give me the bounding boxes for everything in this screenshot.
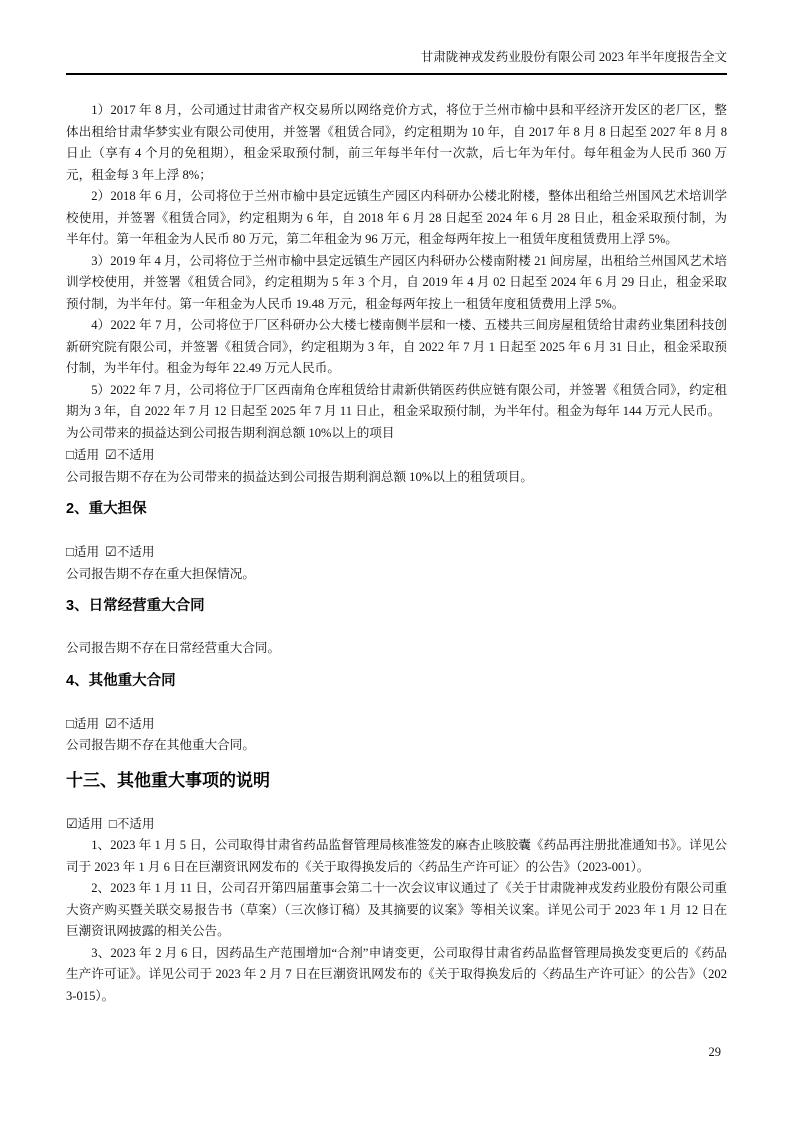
page-number: 29 xyxy=(708,1045,721,1059)
section-note-guarantee: 公司报告期不存在重大担保情况。 xyxy=(66,566,255,581)
matter-paragraph-1: 1、2023 年 1 月 5 日，公司取得甘肃省药品监督管理局核准签发的麻杏止咳胶囊《药品再注册批准通知书》。详见公司于 2023 年 1 月 6 日在巨潮资讯网发布的《关于取得换发后的〈药品生产许可证〉的公告》（2023-001）。 xyxy=(66,838,727,874)
applicable-label: 适用 xyxy=(73,545,100,559)
checkbox-checked-icon: ☑ xyxy=(66,815,78,831)
checkbox-unchecked-icon: □ xyxy=(66,715,74,731)
page-content xyxy=(66,75,727,1007)
report-title: 甘肃陇神戎发药业股份有限公司 2023 年半年度报告全文 xyxy=(420,50,727,64)
profit-threshold-note: 公司报告期不存在为公司带来的损益达到公司报告期利润总额 10%以上的租赁项目。 xyxy=(66,469,534,484)
checkbox-checked-icon: ☑ xyxy=(105,715,117,731)
lease-paragraph-2: 2）2018 年 6 月，公司将位于兰州市榆中县定远镇生产园区内科研办公楼北附楼，整体出租给兰州国风艺术培训学校使用，并签署《租赁合同》，约定租期为 6 年，自 2018 年 6 月 28 日起至 2024 年 6 月 28 日止，租金采取预付制，为半年付。第一年租金为人民币 80 万元，第二年租金为 96 万元，租金每两年按上一租赁年度租赁费用上浮 5%。 xyxy=(66,189,727,246)
section-heading-other-major-matters: 十三、其他重大事项的说明 xyxy=(66,770,270,790)
applicability-row xyxy=(66,541,727,564)
section-heading-daily-contracts: 3、日常经营重大合同 xyxy=(66,598,205,614)
matter-paragraph-3: 3、2023 年 2 月 6 日，因药品生产范围增加“合剂”申请变更，公司取得甘肃省药品监督管理局换发变更后的《药品生产许可证》。详见公司于 2023 年 2 月 7 日在巨潮资讯网发布的《关于取得换发后的〈药品生产许可证〉的公告》（2023-015）。 xyxy=(66,945,727,1003)
section-heading-other-contracts: 4、其他重大合同 xyxy=(66,672,176,689)
matter-paragraph-2: 2、2023 年 1 月 11 日，公司召开第四届董事会第二十一次会议审议通过了《关于甘肃陇神戎发药业股份有限公司重大资产购买暨关联交易报告书（草案）（三次修订稿）及其摘要的议案》等相关议案。详见公司于 2023 年 1 月 12 日在巨潮资讯网披露的相关公告。 xyxy=(66,881,727,938)
section-heading-guarantee: 2、重大担保 xyxy=(66,501,147,517)
lease-paragraph-1: 1）2017 年 8 月，公司通过甘肃省产权交易所以网络竞价方式，将位于兰州市榆中县和平经济开发区的老厂区，整体出租给甘肃华梦实业有限公司使用，并签署《租赁合同》，约定租期为 10 年，自 2017 年 8 月 8 日起至 2027 年 8 月 8 日止（享有 4 个月的免租期），租金采取预付制，前三年每半年付一次款，后七年为年付。每年租金为人民币 360 万元，租金每 3 年上浮 8%； xyxy=(66,103,727,182)
not-applicable-label: 不适用 xyxy=(116,545,155,559)
applicable-label: 适用 xyxy=(73,448,100,462)
lease-paragraph-5: 5）2022 年 7 月，公司将位于厂区西南角仓库租赁给甘肃新供销医药供应链有限公司，并签署《租赁合同》，约定租期为 3 年，自 2022 年 7 月 12 日起至 2025 年 7 月 11 日止，租金采取预付制，为半年付。租金为每年 144 万元人民币。 xyxy=(66,382,727,418)
checkbox-checked-icon: ☑ xyxy=(105,544,117,559)
profit-threshold-title: 为公司带来的损益达到公司报告期利润总额 10%以上的项目 xyxy=(66,425,395,440)
section-note-daily-contracts: 公司报告期不存在日常经营重大合同。 xyxy=(66,641,281,655)
checkbox-checked-icon: ☑ xyxy=(105,447,117,462)
not-applicable-label: 不适用 xyxy=(116,448,155,462)
page-header xyxy=(66,0,727,75)
lease-paragraph-4: 4）2022 年 7 月，公司将位于厂区科研办公大楼七楼南侧半层和一楼、五楼共三间房屋租赁给甘肃药业集团科技创新研究院有限公司，并签署《租赁合同》，约定租期为 3 年，自 2022 年 7 月 1 日起至 2025 年 6 月 31 日止，租金采取预付制，为半年付。租金为每年 22.49 万元人民币。 xyxy=(66,318,727,375)
checkbox-unchecked-icon: □ xyxy=(66,447,74,462)
section-note-other-contracts: 公司报告期不存在其他重大合同。 xyxy=(66,738,255,752)
applicability-row xyxy=(66,813,727,836)
applicable-label: 适用 xyxy=(73,716,100,731)
applicable-label: 适用 xyxy=(77,816,103,831)
not-applicable-label: 不适用 xyxy=(116,816,155,831)
lease-paragraph-3: 3）2019 年 4 月，公司将位于兰州市榆中县定远镇生产园区内科研办公楼南附楼 21 间房屋，出租给兰州国风艺术培训学校使用，并签署《租赁合同》，约定租期为 5 年 3 个月，自 2019 年 4 月 02 日起至 2024 年 6 月 29 日止，租金采取预付制，为半年付。第一年租金为人民币 19.48 万元，租金每两年按上一租赁年度租赁费用上浮 5%。 xyxy=(66,253,727,311)
applicability-row xyxy=(66,444,727,467)
not-applicable-label: 不适用 xyxy=(116,716,155,731)
checkbox-unchecked-icon: □ xyxy=(108,815,117,831)
applicability-row xyxy=(66,713,727,736)
checkbox-unchecked-icon: □ xyxy=(66,544,74,559)
